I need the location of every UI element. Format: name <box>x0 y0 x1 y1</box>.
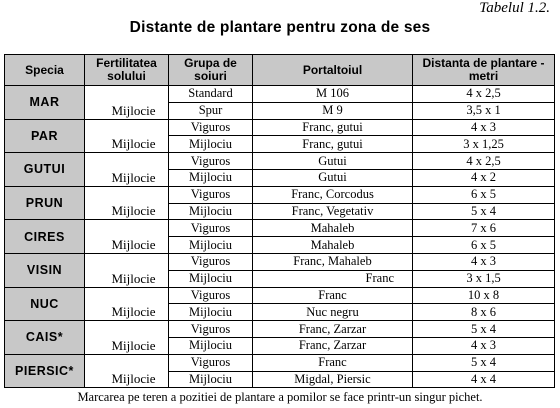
rootstock: Franc, gutui <box>253 119 413 136</box>
planting-distance: 7 x 6 <box>413 220 555 237</box>
planting-distance: 6 x 5 <box>413 237 555 254</box>
header-distanta: Distanta de plantare - metri <box>413 55 555 86</box>
planting-distance: 6 x 5 <box>413 186 555 203</box>
table-row <box>5 119 555 136</box>
species-name: PAR <box>5 119 85 153</box>
header-row <box>5 55 555 86</box>
rootstock: Franc, Corcodus <box>253 186 413 203</box>
variety-group: Viguros <box>169 354 253 371</box>
variety-group: Viguros <box>169 186 253 203</box>
table-row <box>5 86 555 103</box>
fertility-value: Mijlocie <box>111 236 156 252</box>
fertility-value: Mijlocie <box>111 102 156 118</box>
variety-group: Standard <box>169 86 253 103</box>
rootstock: M 106 <box>253 86 413 103</box>
variety-group: Mijlociu <box>169 304 253 321</box>
species-name: PIERSIC* <box>5 354 85 388</box>
header-grupa: Grupa de soiuri <box>169 55 253 86</box>
variety-group: Mijlociu <box>169 203 253 220</box>
fertility-value: Mijlocie <box>111 203 156 219</box>
planting-distance: 3,5 x 1 <box>413 102 555 119</box>
variety-group: Mijlociu <box>169 337 253 354</box>
variety-group: Mijlociu <box>169 169 253 186</box>
fertility-value: Mijlocie <box>111 337 156 353</box>
rootstock: Franc, Vegetativ <box>253 203 413 220</box>
rootstock: Franc, Mahaleb <box>253 253 413 270</box>
planting-distance: 4 x 2 <box>413 169 555 186</box>
species-name: PRUN <box>5 186 85 220</box>
fertility-cell <box>85 186 169 220</box>
rootstock: Nuc negru <box>253 304 413 321</box>
planting-distance: 10 x 8 <box>413 287 555 304</box>
variety-group: Spur <box>169 102 253 119</box>
table-body <box>5 86 555 388</box>
planting-distance: 5 x 4 <box>413 321 555 338</box>
variety-group: Viguros <box>169 119 253 136</box>
table-row <box>5 253 555 270</box>
rootstock: Franc, Zarzar <box>253 321 413 338</box>
header-specia: Specia <box>5 55 85 86</box>
planting-distance: 3 x 1,25 <box>413 136 555 153</box>
planting-distance: 4 x 2,5 <box>413 86 555 103</box>
table-row <box>5 220 555 237</box>
variety-group: Mijlociu <box>169 371 253 388</box>
header-fertilitatea: Fertilitatea solului <box>85 55 169 86</box>
table-row <box>5 321 555 338</box>
fertility-cell <box>85 321 169 355</box>
footnote: Marcarea pe teren a pozitiei de plantare a pomilor se face printr-un singur pichet. <box>77 390 483 404</box>
planting-distance: 4 x 3 <box>413 337 555 354</box>
table-number: Tabelul 1.2. <box>479 0 550 16</box>
variety-group: Mijlociu <box>169 270 253 287</box>
species-name: NUC <box>5 287 85 321</box>
species-name: GUTUI <box>5 153 85 187</box>
variety-group: Mijlociu <box>169 237 253 254</box>
species-name: CAIS* <box>5 321 85 355</box>
fertility-cell <box>85 153 169 187</box>
rootstock: Franc <box>253 287 413 304</box>
table-row <box>5 354 555 371</box>
table-row <box>5 186 555 203</box>
rootstock: M 9 <box>253 102 413 119</box>
planting-distance: 4 x 2,5 <box>413 153 555 170</box>
rootstock: Franc <box>253 270 413 287</box>
variety-group: Viguros <box>169 153 253 170</box>
planting-distance: 4 x 3 <box>413 119 555 136</box>
rootstock: Franc, gutui <box>253 136 413 153</box>
rootstock: Gutui <box>253 153 413 170</box>
species-name: CIRES <box>5 220 85 254</box>
planting-distance: 4 x 3 <box>413 253 555 270</box>
variety-group: Viguros <box>169 321 253 338</box>
variety-group: Viguros <box>169 253 253 270</box>
fertility-cell <box>85 354 169 388</box>
planting-distance: 3 x 1,5 <box>413 270 555 287</box>
rootstock: Mahaleb <box>253 237 413 254</box>
fertility-value: Mijlocie <box>111 304 156 320</box>
fertility-value: Mijlocie <box>111 136 156 152</box>
table-row <box>5 287 555 304</box>
table-title: Distante de plantare pentru zona de ses <box>129 19 431 36</box>
species-name: VISIN <box>5 253 85 287</box>
planting-distance: 8 x 6 <box>413 304 555 321</box>
variety-group: Viguros <box>169 220 253 237</box>
variety-group: Mijlociu <box>169 136 253 153</box>
fertility-cell <box>85 119 169 153</box>
rootstock: Gutui <box>253 169 413 186</box>
table-row <box>5 153 555 170</box>
rootstock: Franc <box>253 354 413 371</box>
rootstock: Migdal, Piersic <box>253 371 413 388</box>
planting-distance: 4 x 4 <box>413 371 555 388</box>
rootstock: Franc, Zarzar <box>253 337 413 354</box>
fertility-cell <box>85 253 169 287</box>
fertility-value: Mijlocie <box>111 270 156 286</box>
fertility-cell <box>85 86 169 120</box>
planting-distance: 5 x 4 <box>413 354 555 371</box>
rootstock: Mahaleb <box>253 220 413 237</box>
fertility-cell <box>85 287 169 321</box>
variety-group: Viguros <box>169 287 253 304</box>
header-portaltoi: Portaltoiul <box>253 55 413 86</box>
species-name: MAR <box>5 86 85 120</box>
planting-distance: 5 x 4 <box>413 203 555 220</box>
fertility-value: Mijlocie <box>111 371 156 387</box>
planting-distance-table <box>4 54 555 388</box>
fertility-cell <box>85 220 169 254</box>
fertility-value: Mijlocie <box>111 169 156 185</box>
